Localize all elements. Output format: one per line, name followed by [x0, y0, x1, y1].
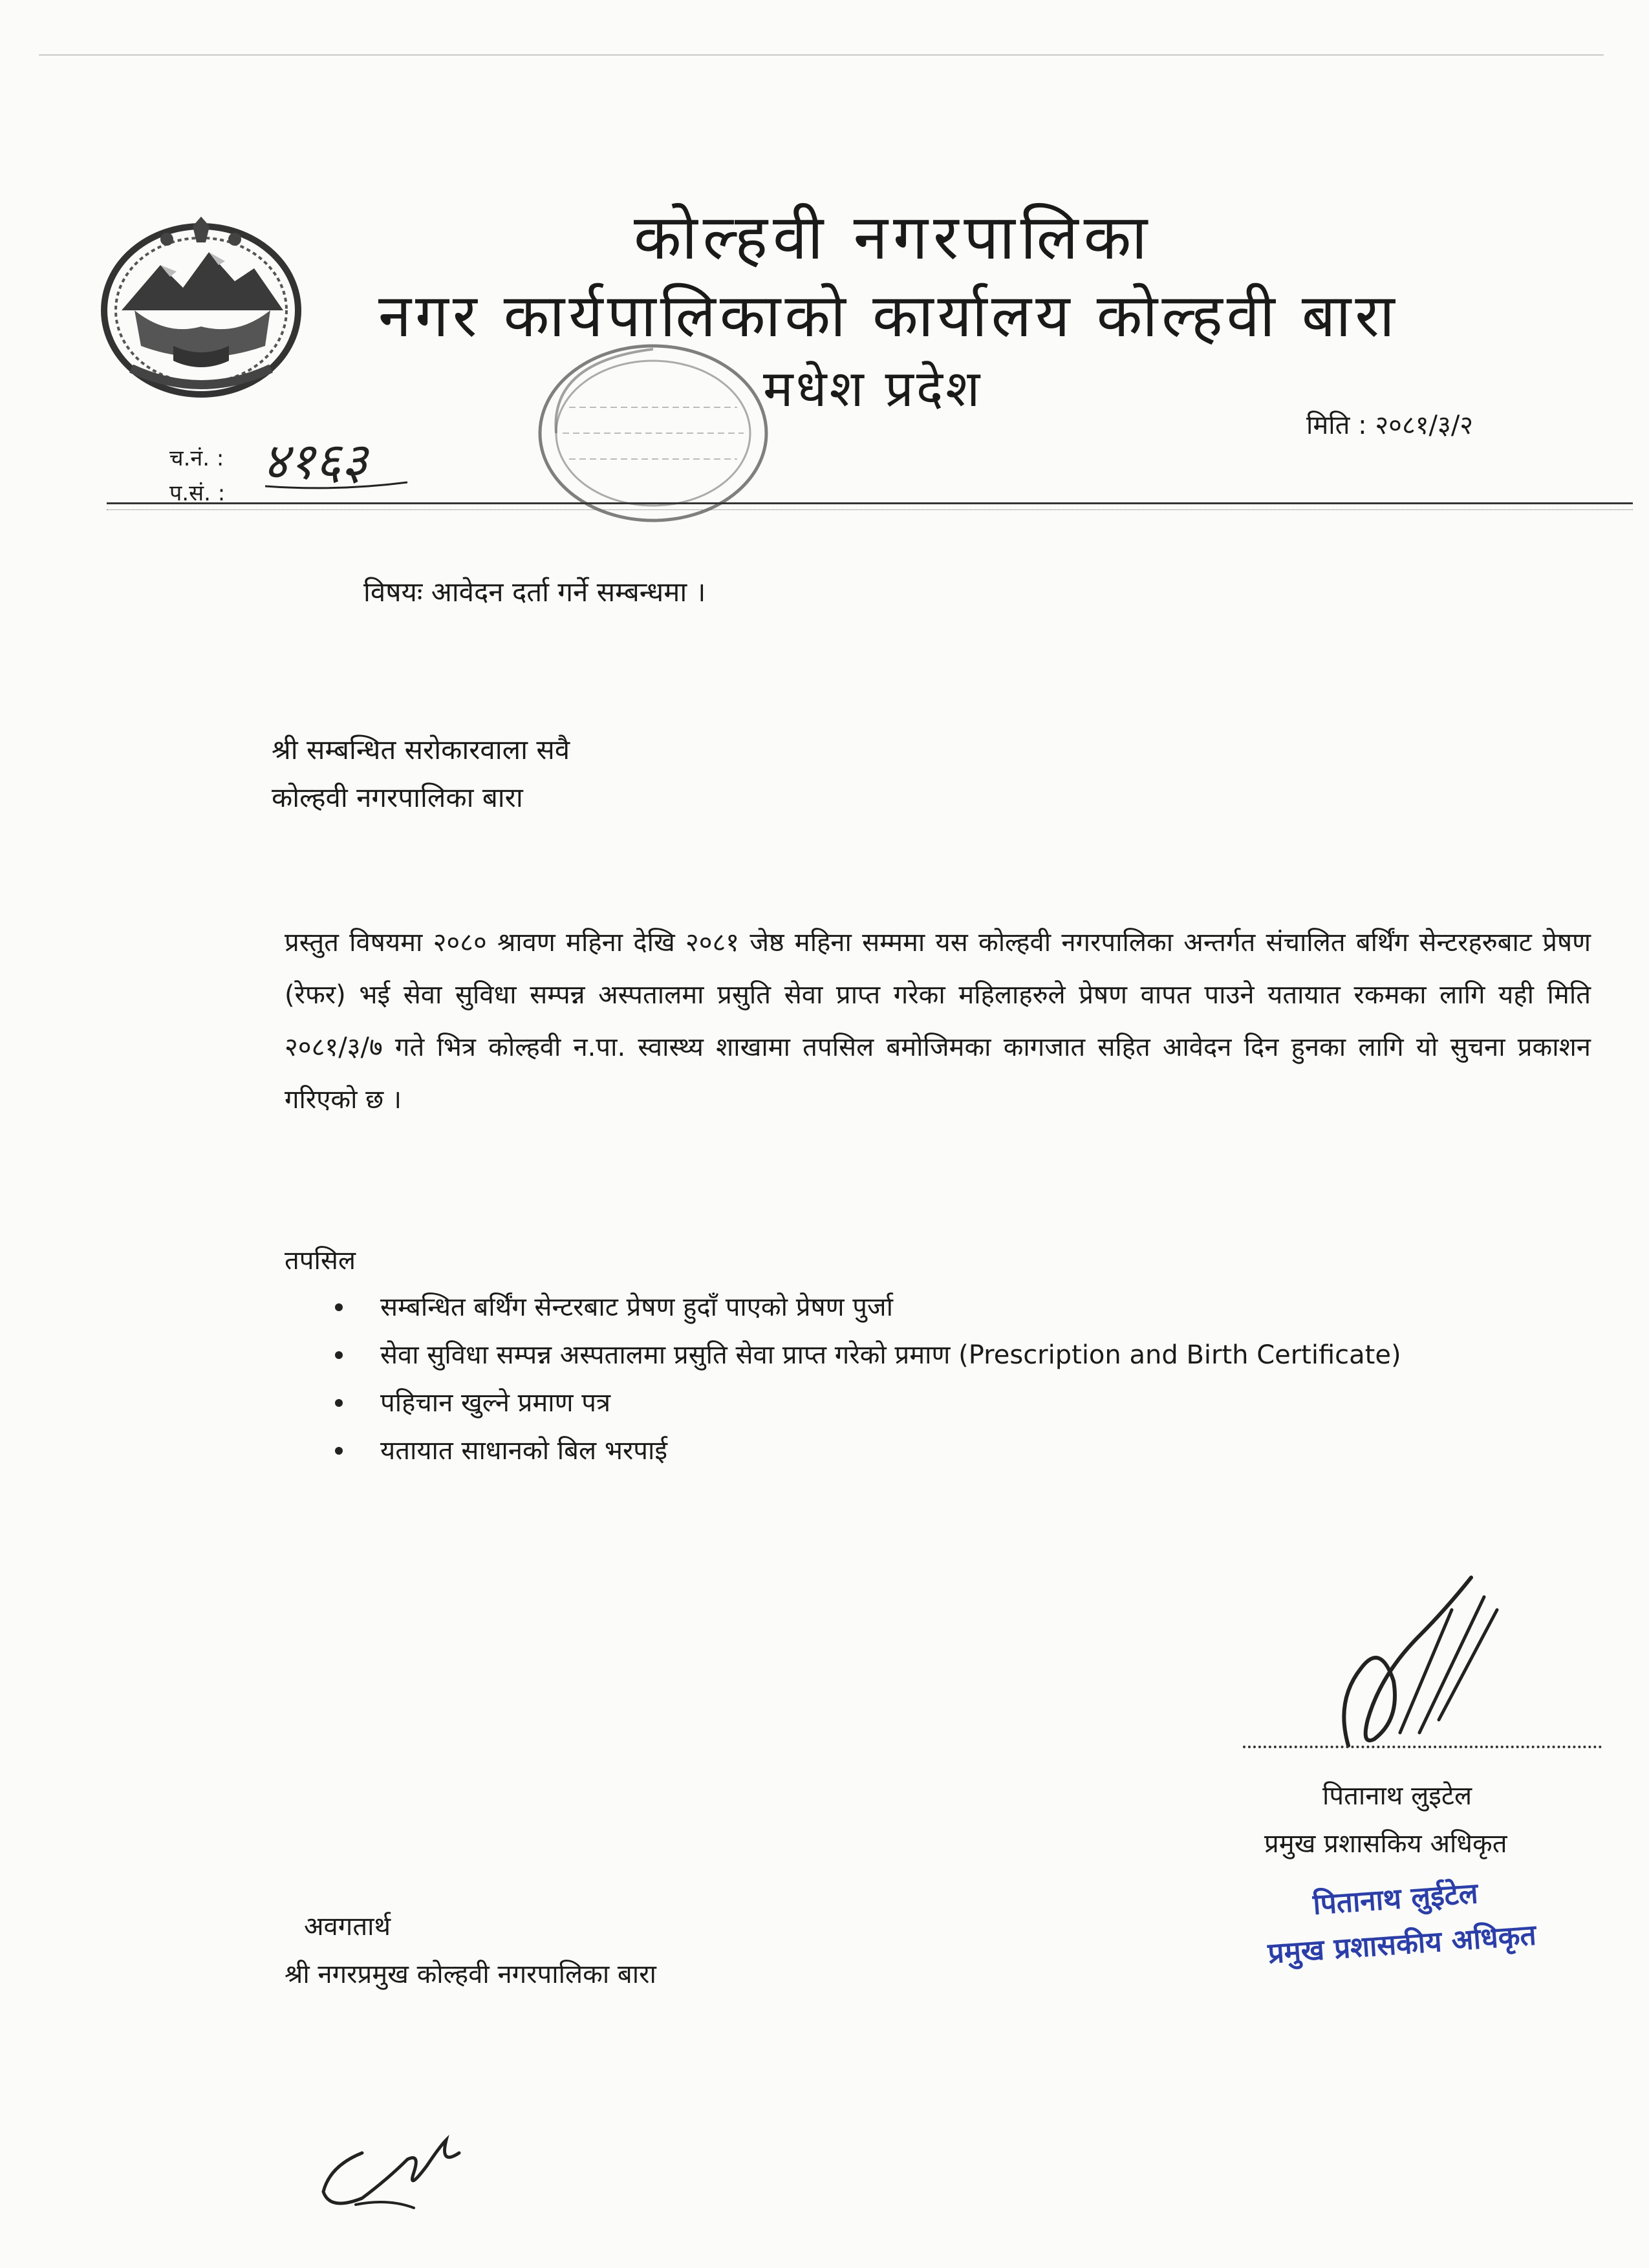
- list-item: [335, 1334, 1596, 1376]
- handwritten-initials: [317, 2127, 472, 2218]
- list-item: [335, 1430, 1596, 1471]
- reference-labels: [169, 441, 225, 511]
- list-item-text: पहिचान खुल्ने प्रमाण पत्र: [380, 1388, 611, 1418]
- officer-signature: [1322, 1571, 1503, 1759]
- schedule-list: [335, 1287, 1596, 1478]
- list-item: [335, 1382, 1596, 1424]
- header-divider-dotted: [107, 509, 1633, 510]
- list-item: [335, 1287, 1596, 1328]
- cc-recipient: श्री नगरप्रमुख कोल्हवी नगरपालिका बारा: [285, 1960, 656, 1989]
- municipality-name: कोल्हवी नगरपालिका: [634, 201, 1153, 273]
- letter-number-label: प.सं. :: [169, 480, 226, 506]
- blue-name-stamp: पितानाथ लुईटेल: [1311, 1877, 1480, 1921]
- nepal-emblem-icon: [96, 213, 307, 401]
- blue-title-stamp: प्रमुख प्रशासकीय अधिकृत: [1266, 1918, 1538, 1971]
- cc-heading: अवगतार्थ: [304, 1912, 391, 1942]
- office-round-stamp: [530, 336, 776, 530]
- addressee-line-2: कोल्हवी नगरपालिका बारा: [272, 782, 523, 813]
- signatory-name: पितानाथ लुइटेल: [1322, 1781, 1472, 1811]
- dispatch-number-value: ४१६३: [263, 433, 368, 491]
- signature-line: [1243, 1746, 1602, 1748]
- bullet-icon: [335, 1447, 343, 1455]
- bullet-icon: [335, 1303, 343, 1311]
- letter-date: [1306, 406, 1473, 442]
- bullet-icon: [335, 1399, 343, 1407]
- date-value: २०८१/३/२: [1375, 411, 1474, 440]
- list-item-text: सेवा सुविधा सम्पन्न अस्पतालमा प्रसुति सेवा प्राप्त गरेको प्रमाण (Prescription and Birth Certificate): [380, 1340, 1401, 1370]
- date-label: मिति :: [1306, 411, 1367, 440]
- body-paragraph: प्रस्तुत विषयमा २०८० श्रावण महिना देखि २०८१ जेष्ठ महिना सम्ममा यस कोल्हवी नगरपालिका अन्तर्गत संचालित बर्थिंग सेन्टरहरुबाट प्रेषण (रेफर) भई सेवा सुविधा सम्पन्न अस्पतालमा प्रसुति सेवा प्राप्त गरेका महिलाहरुले प्रेषण वापत पाउने यतायात रकमका लागि यही मिति २०८१/३/७ गते भित्र कोल्हवी न.पा. स्वास्थ्य शाखामा तपसिल बमोजिमका कागजात सहित आवेदन दिन हुनका लागि यो सुचना प्रकाशन गरिएको छ ।: [285, 928, 1591, 1115]
- bullet-icon: [335, 1351, 343, 1359]
- province-name: मधेश प्रदेश: [763, 360, 983, 418]
- subject-line: विषयः आवेदन दर्ता गर्ने सम्बन्धमा ।: [363, 576, 706, 608]
- signatory-title: प्रमुख प्रशासकिय अधिकृत: [1264, 1829, 1507, 1859]
- office-name: नगर कार्यपालिकाको कार्यालय कोल्हवी बारा: [378, 281, 1399, 350]
- list-item-text: सम्बन्धित बर्थिंग सेन्टरबाट प्रेषण हुदाँ पाएको प्रेषण पुर्जा: [380, 1292, 893, 1322]
- header-divider: [107, 502, 1633, 504]
- schedule-heading: तपसिल: [285, 1246, 356, 1276]
- dispatch-number-label: च.नं. :: [169, 445, 224, 471]
- scan-edge-line: [39, 54, 1604, 56]
- addressee-line-1: श्री सम्बन्धित सरोकारवाला सवै: [272, 734, 570, 765]
- list-item-text: यतायात साधानको बिल भरपाई: [380, 1436, 668, 1466]
- dispatch-number-handwritten: [259, 427, 414, 498]
